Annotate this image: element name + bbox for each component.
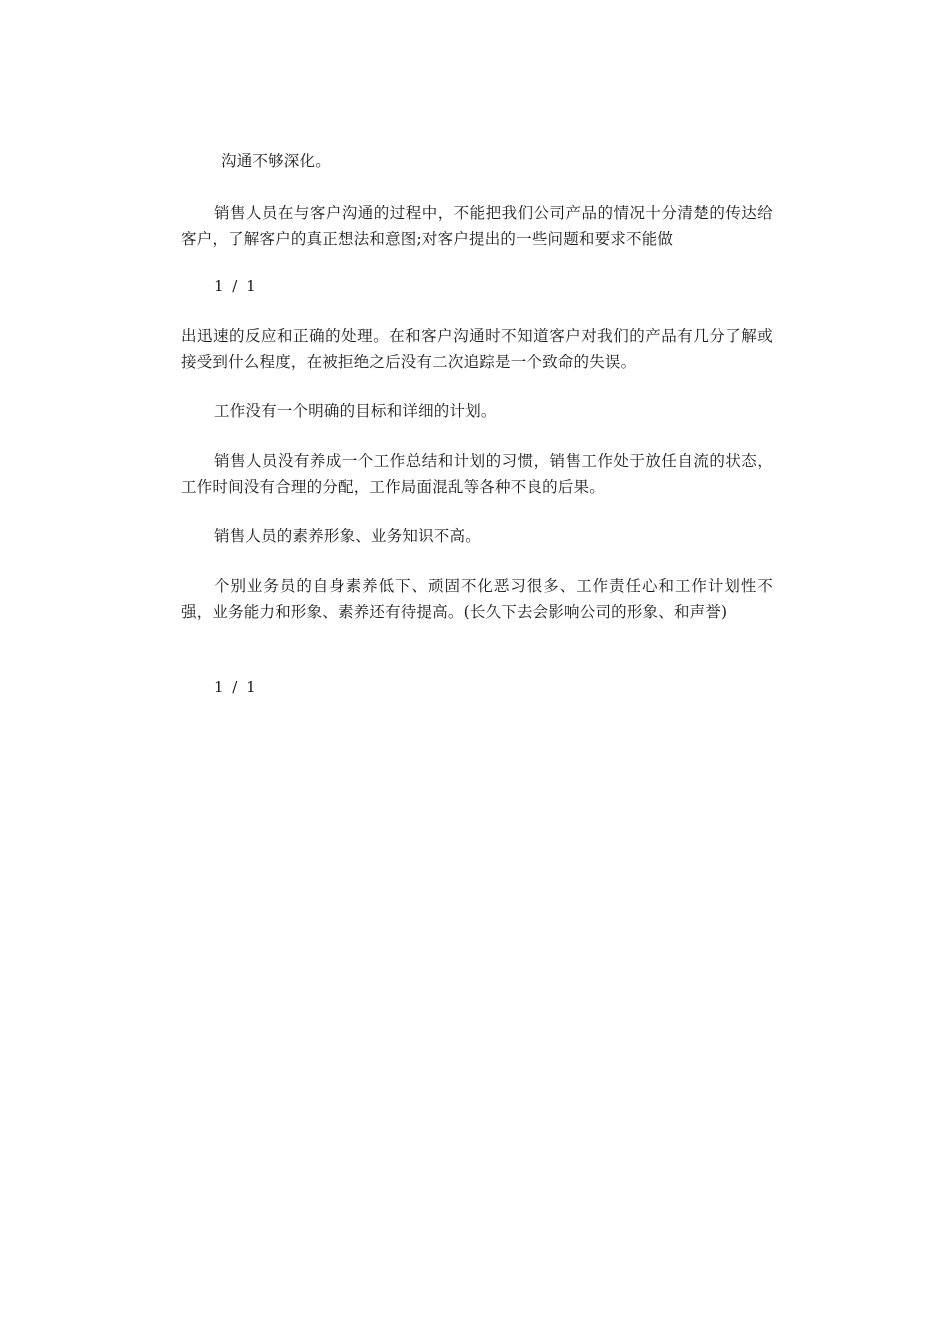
page-number: 1 / 1 [214, 277, 258, 295]
paragraph-plan-detail: 销售人员没有养成一个工作总结和计划的习惯，销售工作处于放任自流的状态，工作时间没有合理的分配，工作局面混乱等各种不良的后果。 [181, 452, 773, 496]
paragraph-communication-detail: 销售人员在与客户沟通的过程中，不能把我们公司产品的情况十分清楚的传达给客户，了解客户的真正想法和意图;对客户提出的一些问题和要求不能做 [181, 204, 773, 248]
paragraph-heading-quality: 销售人员的素养形象、业务知识不高。 [214, 527, 481, 545]
paragraph-quality-detail: 个别业务员的自身素养低下、顽固不化恶习很多、工作责任心和工作计划性不强，业务能力和形象、素养还有待提高。(长久下去会影响公司的形象、和声誉) [181, 577, 773, 621]
paragraph-communication-continued: 出迅速的反应和正确的处理。在和客户沟通时不知道客户对我们的产品有几分了解或接受到什么程度，在被拒绝之后没有二次追踪是一个致命的失误。 [181, 327, 773, 371]
paragraph-heading-plan: 工作没有一个明确的目标和详细的计划。 [214, 402, 497, 420]
paragraph-heading-communication: 沟通不够深化。 [221, 152, 331, 170]
page-number: 1 / 1 [214, 678, 258, 696]
